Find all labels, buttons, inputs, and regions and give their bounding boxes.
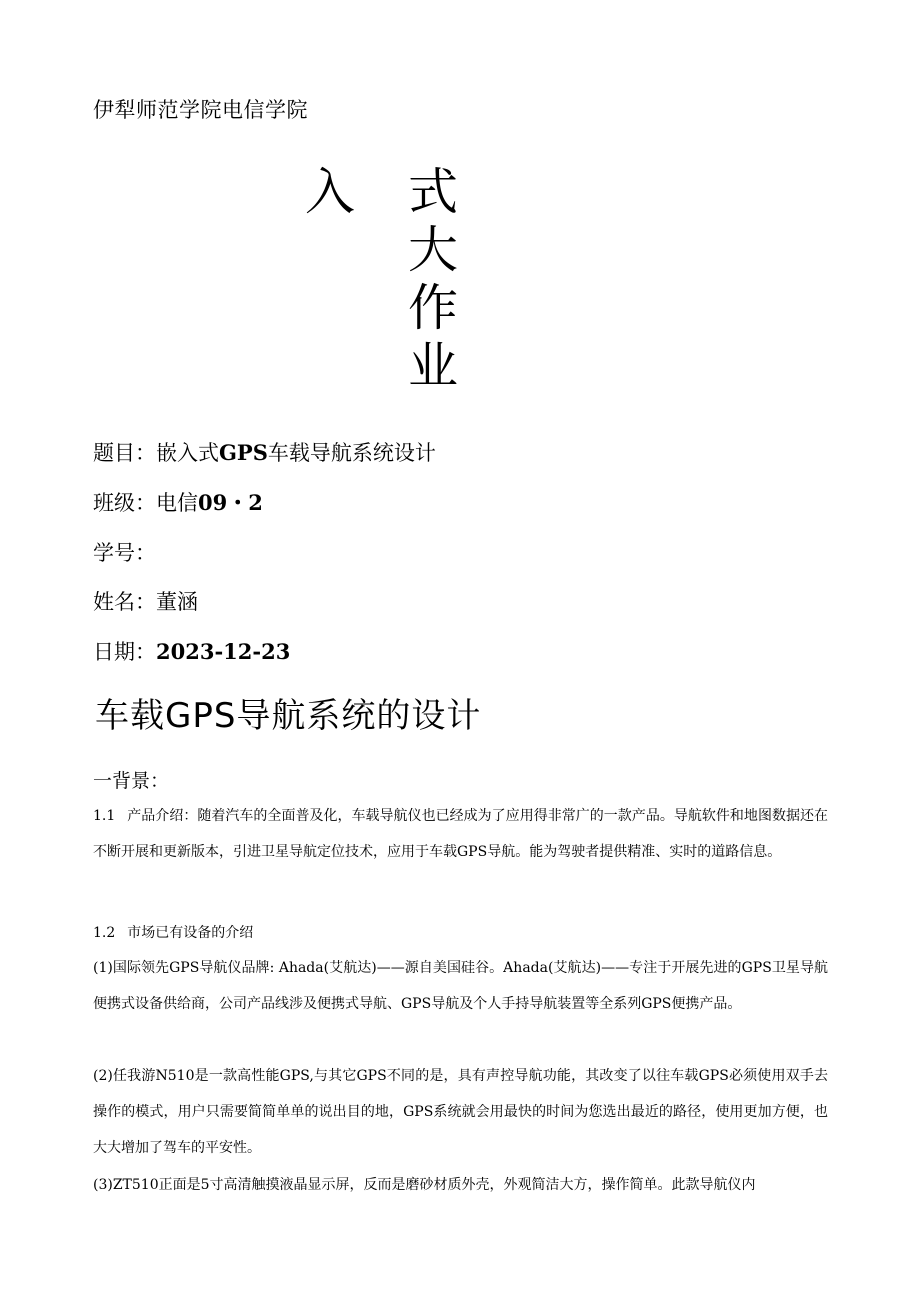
subsection-heading-text: 市场已有设备的介绍 — [127, 925, 254, 941]
info-value-bold: 09・2 — [198, 490, 263, 515]
paragraph-text: 产品介绍：随着汽车的全面普及化，车载导航仪也已经成为了应用得非常广的一款产品。导航软件和地图数据还在不断开展和更新版本，引进卫星导航定位技术，应用于车载GPS导航。能为驾驶者提供精准、实时的道路信息。 — [93, 808, 828, 860]
cover-title-char: 业 — [408, 337, 458, 395]
info-value: 车载导航系统设计 — [267, 441, 436, 465]
paragraph-item-3: (3)ZT510正面是5寸高清触摸液晶显示屏，反而是磨砂材质外壳，外观简洁大方，操作简单。此款导航仪内 — [93, 1177, 756, 1193]
info-value-bold: GPS — [219, 440, 268, 465]
paragraph-item-1: (1)国际领先GPS导航仪品牌: Ahada(艾航达)——源自美国硅谷。Ahada(艾航达)——专注于开展先进的GPS卫星导航便携式设备供给商，公司产品线涉及便携式导航、GPS导航及个人手持导航装置等全系列GPS便携产品。 — [93, 960, 828, 1012]
info-class — [93, 487, 263, 517]
info-label: 题目： — [93, 441, 156, 465]
paragraph-number: 1.2 — [93, 925, 116, 941]
cover-title-char: 式 — [408, 163, 458, 221]
info-value: 电信 — [156, 491, 198, 515]
info-value: 董涵 — [156, 590, 198, 614]
info-label: 姓名： — [93, 590, 156, 614]
info-title — [93, 437, 436, 467]
cover-title-char: 作 — [408, 279, 458, 337]
info-label: 班级： — [93, 491, 156, 515]
cover-title-column — [408, 163, 458, 395]
cover-title-char: 入 — [305, 163, 355, 221]
subsection-heading-1-2 — [93, 915, 828, 951]
cover-title-char: 大 — [408, 221, 458, 279]
school-name: 伊犁师范学院电信学院 — [93, 98, 308, 122]
info-value: 嵌入式 — [156, 441, 219, 465]
info-name — [93, 586, 198, 616]
section-heading: 一背景： — [93, 770, 170, 792]
info-label: 日期： — [93, 640, 156, 664]
info-student-id — [93, 537, 156, 567]
info-label: 学号： — [93, 541, 156, 565]
paragraph-item-2: (2)任我游N510是一款高性能GPS,与其它GPS不同的是，具有声控导航功能，其改变了以往车载GPS必须使用双手去操作的模式，用户只需要简简单单的说出目的地，GPS系统就会用最快的时间为您选出最近的路径，使用更加方便，也大大增加了驾车的平安性。 — [93, 1068, 828, 1156]
paragraph-number: 1.1 — [93, 808, 116, 824]
info-date — [93, 636, 290, 666]
info-value-bold: 2023-12-23 — [156, 639, 291, 664]
paragraph-1-1 — [93, 798, 828, 870]
document-title: 车载GPS导航系统的设计 — [95, 696, 482, 736]
